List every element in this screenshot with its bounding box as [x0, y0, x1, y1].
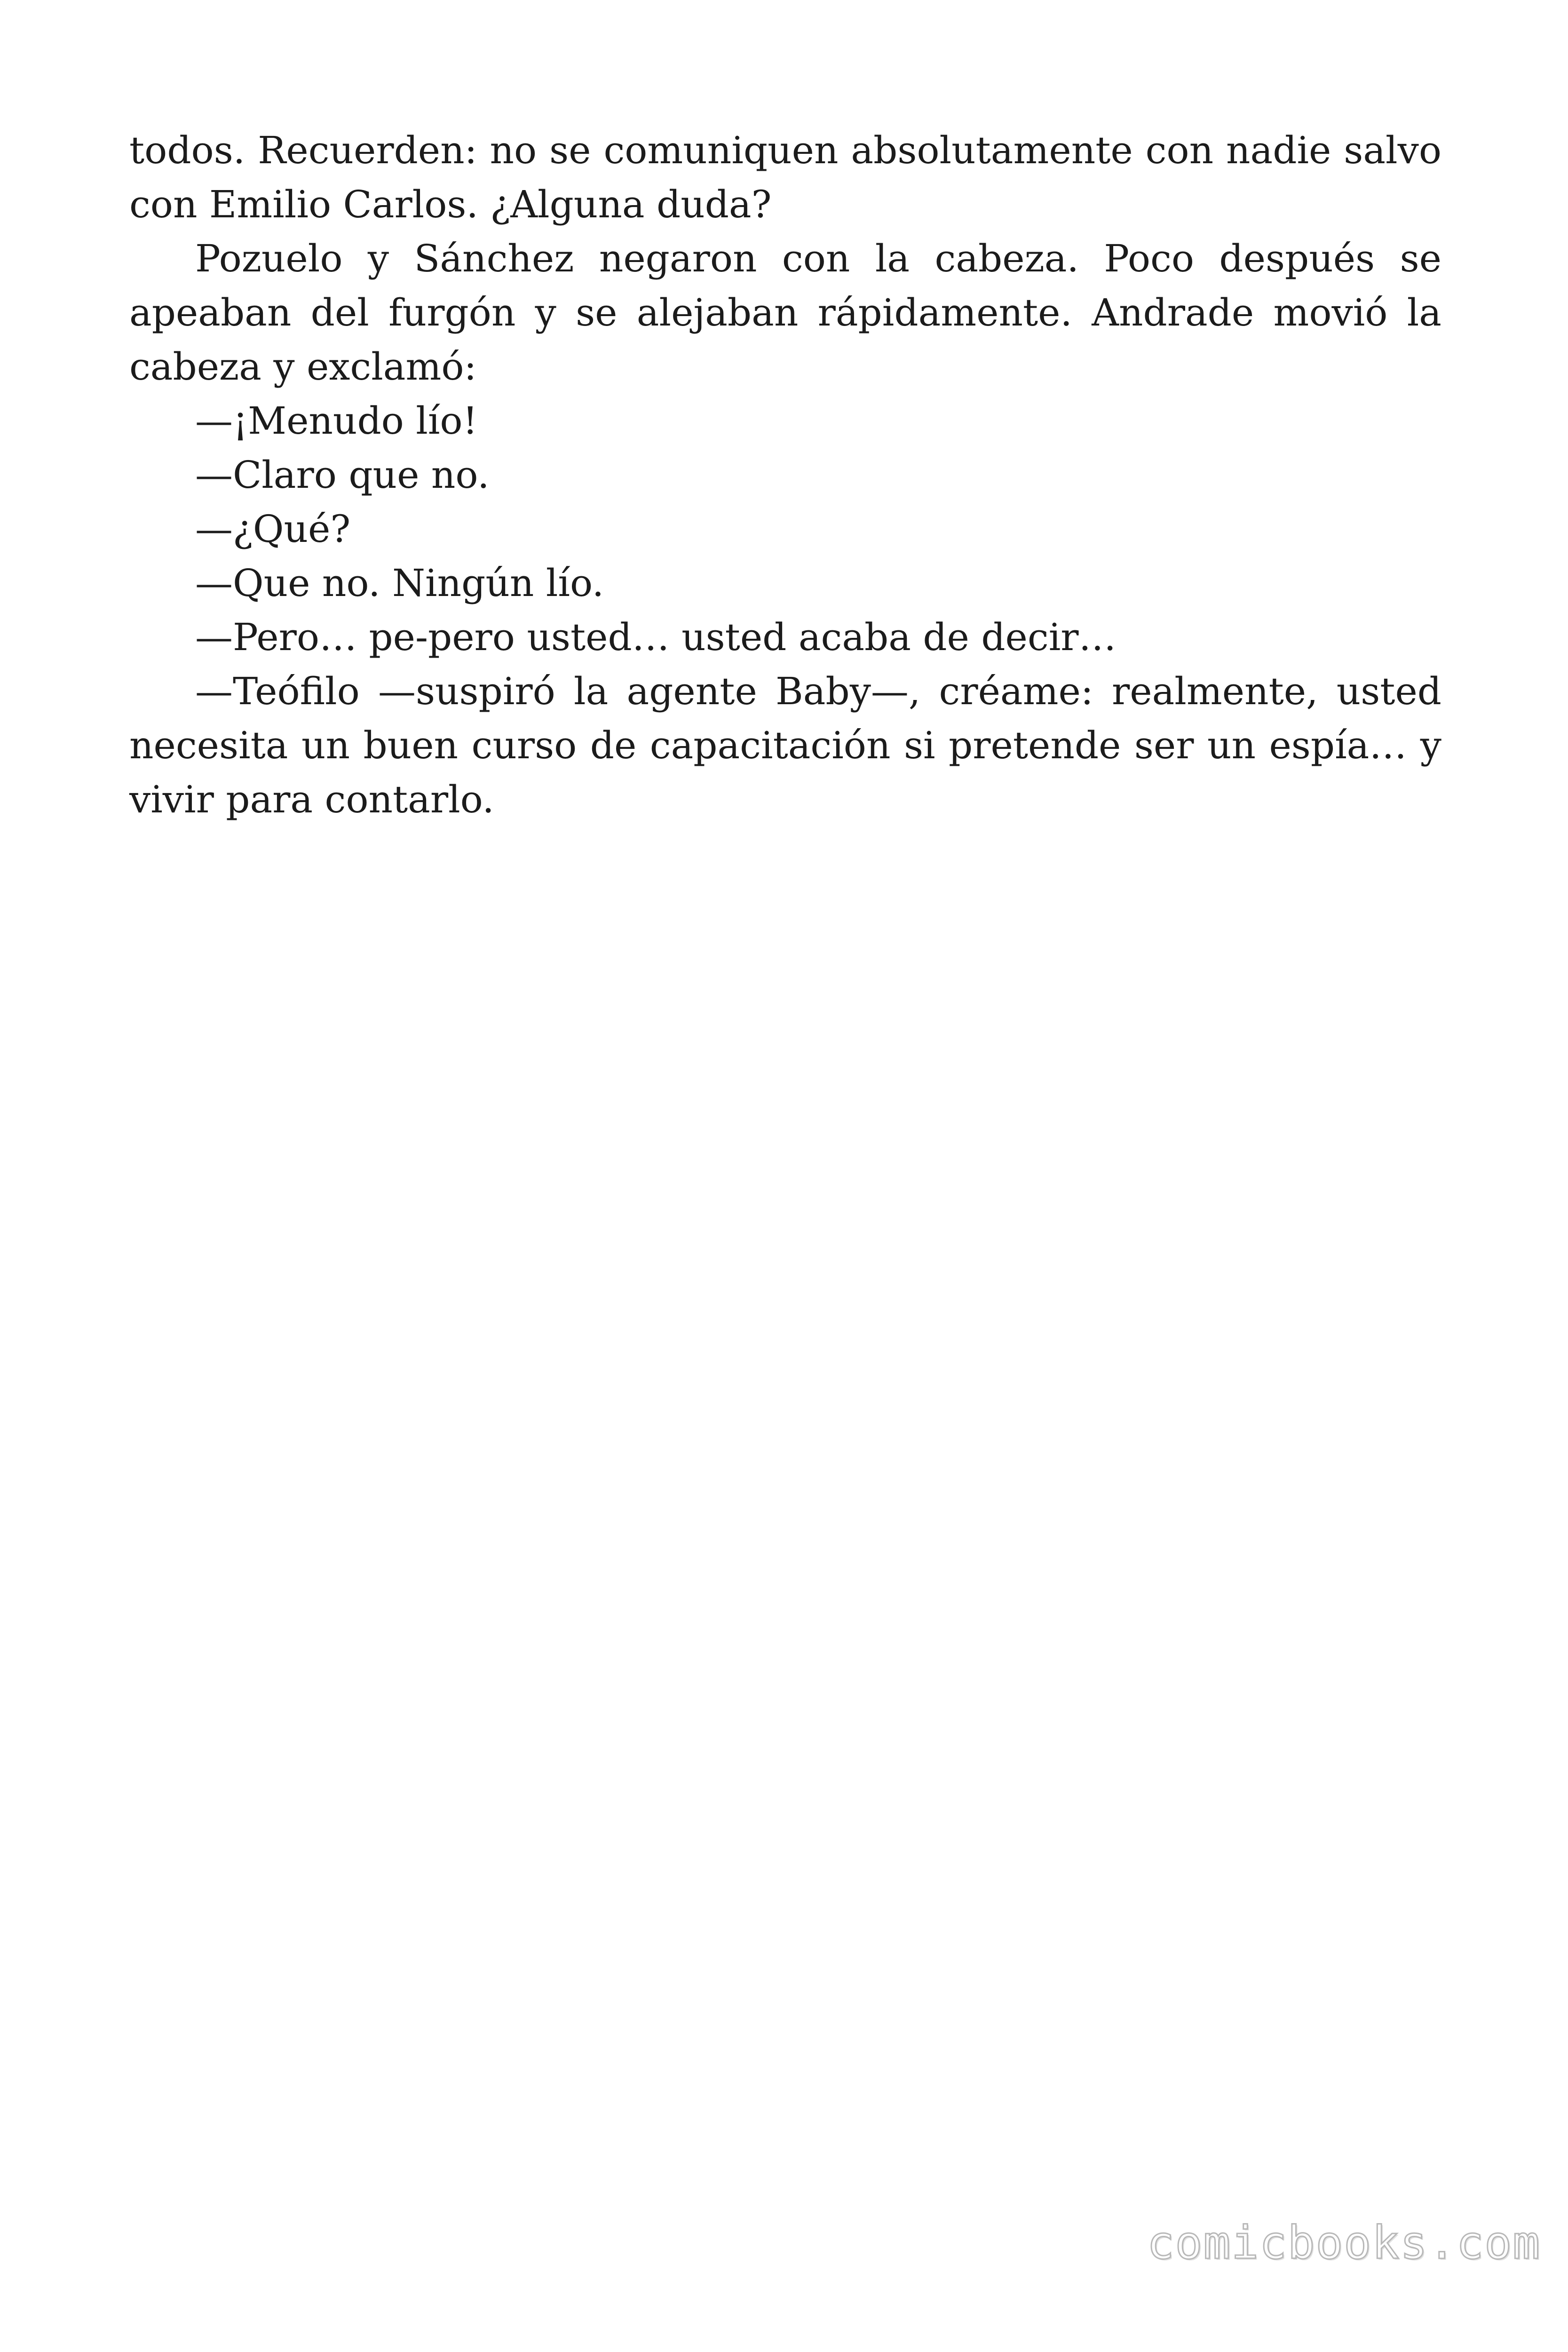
dialogue-line: —¡Menudo lío!	[195, 399, 478, 443]
dialogue-line: —¿Qué?	[195, 507, 351, 551]
body-text	[129, 123, 1441, 826]
dialogue-line: —Pero… pe-pero usted… usted acaba de decir…	[195, 615, 1117, 659]
paragraph: Pozuelo y Sánchez negaron con la cabeza. Poco después se apeaban del furgón y se alejaban rápidamente. Andrade movió la cabeza y exclamó:	[129, 237, 1441, 389]
site-watermark: comicbooks.com	[1147, 2217, 1541, 2269]
dialogue-line: —Que no. Ningún lío.	[195, 561, 604, 605]
paragraph: todos. Recuerden: no se comuniquen absolutamente con nadie salvo con Emilio Carlos. ¿Alguna duda?	[129, 128, 1441, 226]
dialogue-line: —Claro que no.	[195, 453, 490, 497]
dialogue-line: —Teófilo —suspiró la agente Baby—, créame: realmente, usted necesita un buen curso de capacitación si pretende ser un espía… y vivir para contarlo.	[129, 669, 1441, 821]
